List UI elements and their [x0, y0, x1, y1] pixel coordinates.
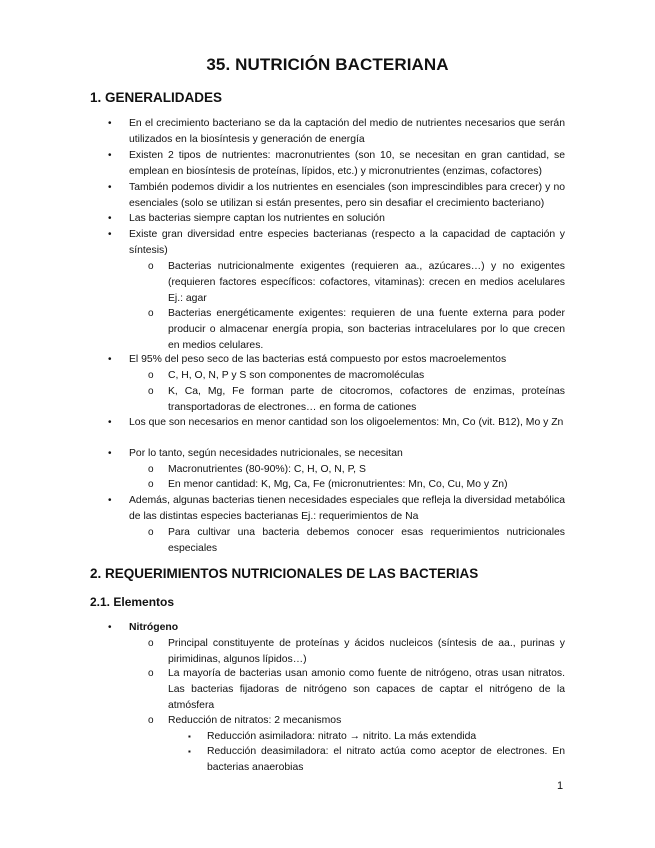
sub-bullet-marker: o [148, 527, 154, 538]
sub-bullet-marker: o [148, 464, 154, 475]
sub-list-item: K, Ca, Mg, Fe forman parte de citocromos, cofactores de enzimas, proteínas transportadoras de electrones… en forma de cationes [168, 386, 565, 413]
list-item: Las bacterias siempre captan los nutrientes en solución [129, 213, 385, 224]
bullet-marker: • [108, 150, 112, 161]
sub-sub-list-item: Reducción asimiladora: nitrato → nitrito. La más extendida [207, 731, 477, 742]
square-bullet-marker: ▪ [188, 747, 191, 756]
list-item: También podemos dividir a los nutrientes en esenciales (son imprescindibles para crecer) y no esenciales (solo se utilizan si están presentes, pero sin desafiar el crecimiento bacteriano) [129, 182, 565, 209]
sub-list-item: C, H, O, N, P y S son componentes de macromoléculas [168, 370, 425, 381]
bullet-marker: • [108, 622, 112, 633]
bullet-marker: • [108, 448, 112, 459]
list-item: Además, algunas bacterias tienen necesidades especiales que refleja la diversidad metabólica de las distintas especies bacterianas Ej.: requerimientos de Na [129, 495, 565, 522]
bullet-marker: • [108, 354, 112, 365]
sub-bullet-marker: o [148, 261, 154, 272]
sub-bullet-marker: o [148, 370, 154, 381]
list-item: En el crecimiento bacteriano se da la captación del medio de nutrientes necesarios que serán utilizados en la biosíntesis y generación de energía [129, 118, 565, 145]
sub-bullet-marker: o [148, 386, 154, 397]
subsection-heading-elementos: 2.1. Elementos [90, 595, 175, 609]
bullet-marker: • [108, 417, 112, 428]
section-heading-requerimientos: 2. REQUERIMIENTOS NUTRICIONALES DE LAS BACTERIAS [90, 566, 479, 581]
bullet-marker: • [108, 118, 112, 129]
list-item: Los que son necesarios en menor cantidad son los oligoelementos: Mn, Co (vit. B12), Mo y Zn [129, 417, 564, 428]
sub-bullet-marker: o [148, 715, 154, 726]
sub-list-item: En menor cantidad: K, Mg, Ca, Fe (micronutrientes: Mn, Co, Cu, Mo y Zn) [168, 479, 508, 490]
sub-list-item: Reducción de nitratos: 2 mecanismos [168, 715, 342, 726]
bullet-marker: • [108, 182, 112, 193]
sub-list-item: Bacterias nutricionalmente exigentes (requieren aa., azúcares…) y no exigentes (requieren factores específicos: cofactores, vitaminas): crecen en medios acelulares Ej.: agar [168, 261, 565, 304]
sub-list-item: Principal constituyente de proteínas y ácidos nucleicos (síntesis de aa., purinas y pirimidinas, algunos lípidos…) [168, 638, 565, 665]
list-item: Por lo tanto, según necesidades nutricionales, se necesitan [129, 448, 403, 459]
sub-bullet-marker: o [148, 668, 154, 679]
bullet-marker: • [108, 229, 112, 240]
sub-bullet-marker: o [148, 308, 154, 319]
sub-list-item: La mayoría de bacterias usan amonio como fuente de nitrógeno, otras usan nitratos. Las bacterias fijadoras de nitrógeno son capaces de captar el nitrógeno de la atmósfera [168, 668, 565, 711]
sub-list-item: Para cultivar una bacteria debemos conocer esas requerimientos nutricionales especiales [168, 527, 565, 554]
list-item-nitrogeno: Nitrógeno [129, 622, 179, 633]
sub-bullet-marker: o [148, 638, 154, 649]
section-heading-generalidades: 1. GENERALIDADES [90, 90, 223, 105]
bullet-marker: • [108, 213, 112, 224]
square-bullet-marker: ▪ [188, 732, 191, 741]
sub-sub-list-item: Reducción deasimiladora: el nitrato actúa como aceptor de electrones. En bacterias anaerobias [207, 746, 565, 773]
page-title: 35. NUTRICIÓN BACTERIANA [206, 55, 449, 74]
sub-list-item: Bacterias energéticamente exigentes: requieren de una fuente externa para poder producir o almacenar energía propia, son bacterias intracelulares por lo que crecen en medios celulares. [168, 308, 565, 351]
list-item: Existen 2 tipos de nutrientes: macronutrientes (son 10, se necesitan en gran cantidad, se emplean en biosíntesis de proteínas, lípidos, etc.) y micronutrientes (enzimas, cofactores) [129, 150, 565, 177]
bullet-marker: • [108, 495, 112, 506]
list-item: Existe gran diversidad entre especies bacterianas (respecto a la capacidad de captación y síntesis) [129, 229, 565, 256]
sub-list-item: Macronutrientes (80-90%): C, H, O, N, P, S [168, 464, 366, 475]
page-number: 1 [557, 780, 564, 792]
list-item: El 95% del peso seco de las bacterias está compuesto por estos macroelementos [129, 354, 507, 365]
sub-bullet-marker: o [148, 479, 154, 490]
